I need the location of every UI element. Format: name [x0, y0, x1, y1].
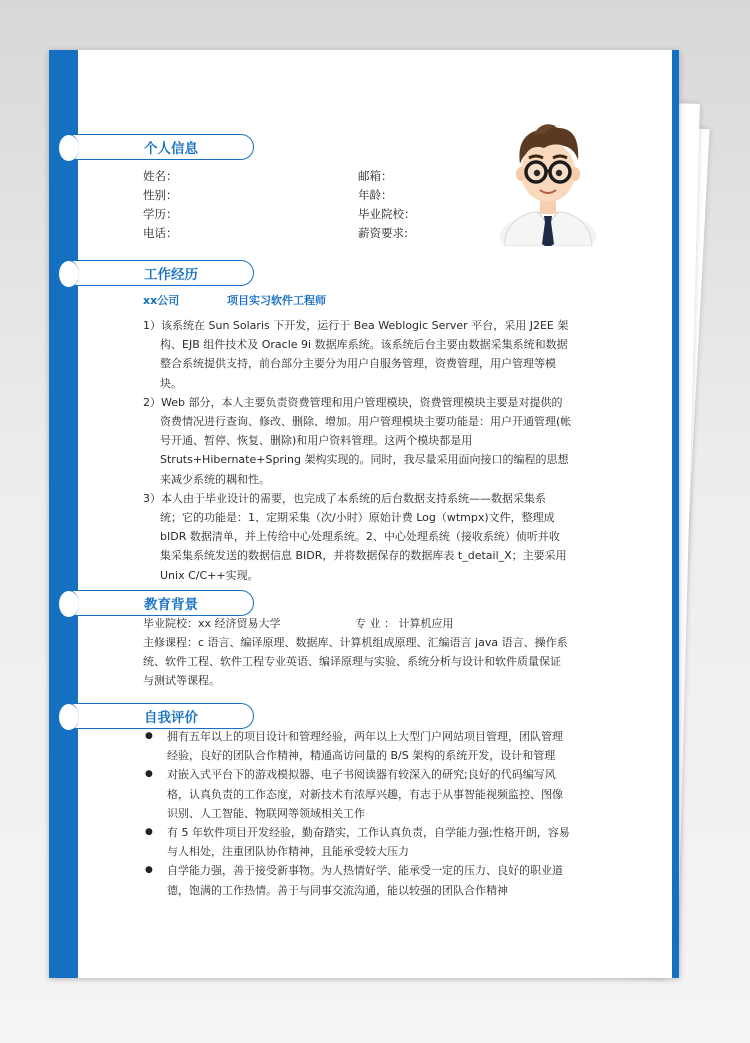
- text-line: 来减少系统的耦和性。: [160, 472, 270, 486]
- text-line: bIDR 数据清单，并上传给中心处理系统。2、中心处理系统（接收系统）侦听并收: [160, 530, 560, 544]
- text-line: 格，认真负责的工作态度，对新技术有浓厚兴趣，有志于从事智能视频监控、图像: [167, 787, 563, 801]
- text-line: ● 拥有五年以上的项目设计和管理经验，两年以上大型门户网站项目管理，团队管理: [167, 730, 563, 743]
- section-title: 工作经历: [144, 267, 198, 283]
- text-line: ● 有 5 年软件项目开发经验，勤奋踏实，工作认真负责，自学能力强;性格开朗，容易: [167, 826, 570, 840]
- section-header-education: [68, 590, 254, 616]
- text-line: 经验，良好的团队合作精神，精通高访问量的 B/S 架构的系统开发，设计和管理: [167, 749, 556, 763]
- field-school: 毕业院校：: [358, 207, 416, 221]
- text-line: 与人相处，注重团队协作精神，且能承受较大压力: [167, 845, 409, 859]
- field-phone: 电话：: [143, 226, 178, 240]
- self-evaluation-list: [143, 727, 589, 900]
- section-title: 教育背景: [144, 597, 198, 613]
- courses: [143, 633, 589, 691]
- work-item: [143, 393, 585, 489]
- text-line: 构、EJB 组件技术及 Oracle 9i 数据库系统。该系统后台主要由数据采集系统和数据: [160, 338, 568, 352]
- work-description: [143, 316, 585, 585]
- field-degree: 学历：: [143, 207, 178, 221]
- section-title: 自我评价: [144, 710, 198, 726]
- text-line: 与测试等课程。: [143, 674, 220, 688]
- major: 专 业 ： 计算机应用: [355, 617, 454, 630]
- text-line: ● 对嵌入式平台下的游戏模拟器、电子书阅读器有较深入的研究;良好的代码编写风: [167, 768, 556, 782]
- work-item: [143, 489, 585, 585]
- text-line: 整合系统提供支持，前台部分主要分为用户自服务管理，资费管理，用户管理等模: [160, 357, 556, 371]
- section-header-work: [68, 260, 254, 286]
- company-name: xx公司: [143, 294, 180, 307]
- field-email: 邮箱：: [358, 169, 393, 183]
- avatar-icon: [498, 114, 598, 246]
- text-line: 德，饱满的工作热情。善于与同事交流沟通，能以较强的团队合作精神: [167, 883, 508, 897]
- text-line: 统、软件工程、软件工程专业英语、编译原理与实验、系统分析与设计和软件质量保证: [143, 655, 561, 669]
- field-gender: 性别：: [143, 188, 178, 202]
- text-line: 识别、人工智能、物联网等领域相关工作: [167, 806, 365, 820]
- list-item: [143, 861, 589, 899]
- list-item: [143, 823, 589, 861]
- field-name: 姓名：: [143, 169, 178, 183]
- list-item: [143, 727, 589, 765]
- text-line: ● 自学能力强，善于接受新事物。为人热情好学、能承受一定的压力、良好的职业道: [167, 864, 563, 878]
- text-line: 集采集系统发送的数据信息 BIDR，并将数据保存的数据库表 t_detail_X；主要采用: [160, 549, 567, 563]
- job-position: 项目实习软件工程师: [227, 294, 326, 307]
- school: 毕业院校：xx 经济贸易大学: [143, 617, 281, 630]
- text-line: 2）Web 部分，本人主要负责资费管理和用户管理模块，资费管理模块主要是对提供的: [143, 395, 563, 409]
- text-line: 块。: [160, 376, 182, 390]
- resume-page: [49, 50, 679, 978]
- text-line: 资费情况进行查询、修改、删除、增加。用户管理模块主要功能是：用户开通管理(帐: [160, 415, 572, 429]
- field-salary: 薪资要求:: [358, 226, 408, 240]
- text-line: 统；它的功能是：1、定期采集（次/小时）原始计费 Log（wtmpx)文件，整理成: [160, 511, 555, 525]
- text-line: 主修课程：c 语言、编译原理、数据库、计算机组成原理、汇编语言 java 语言、操作系: [143, 636, 568, 649]
- section-title: 个人信息: [144, 141, 198, 157]
- text-line: Unix C/C++实现。: [160, 568, 259, 582]
- left-accent-bar: [49, 50, 78, 978]
- text-line: 1）该系统在 Sun Solaris 下开发，运行于 Bea Weblogic Server 平台，采用 J2EE 架: [143, 319, 569, 332]
- work-item: [143, 316, 585, 393]
- field-age: 年龄：: [358, 188, 393, 202]
- section-header-self-evaluation: [68, 703, 254, 729]
- text-line: 号开通、暂停、恢复、删除)和用户资料管理。这两个模块都是用: [160, 434, 473, 448]
- text-line: 3）本人由于毕业设计的需要，也完成了本系统的后台数据支持系统——数据采集系: [143, 491, 546, 505]
- right-accent-bar: [672, 50, 679, 978]
- list-item: [143, 765, 589, 823]
- text-line: Struts+Hibernate+Spring 架构实现的。同时，我尽量采用面向接口的编程的思想: [160, 453, 569, 467]
- section-header-personal: [68, 134, 254, 160]
